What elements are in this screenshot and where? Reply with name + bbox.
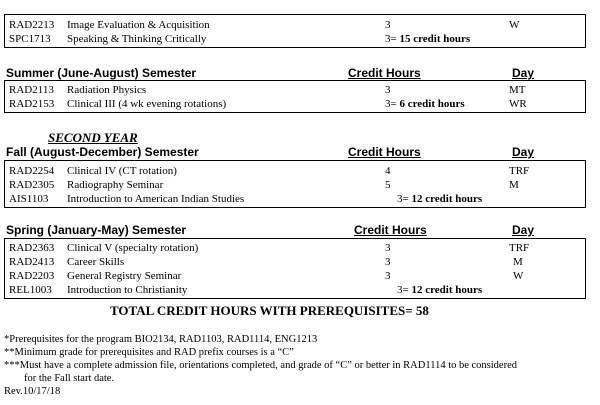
course-code: RAD2153 (9, 98, 55, 110)
course-title: Radiography Seminar (67, 179, 164, 191)
table-row (5, 164, 585, 178)
course-title: Career Skills (67, 256, 125, 268)
course-title: Introduction to Christianity (67, 284, 188, 296)
course-code: RAD2113 (9, 84, 54, 96)
table-row (5, 192, 585, 206)
table-row (5, 83, 585, 97)
course-title: General Registry Seminar (67, 270, 182, 282)
credit-hours: 5 (385, 179, 391, 191)
course-day: W (509, 19, 520, 31)
course-day: WR (509, 98, 527, 110)
day-header: Day (512, 145, 535, 159)
credit-hours: 3= 6 credit hours (385, 98, 465, 110)
credit-total: 6 credit hours (399, 98, 465, 110)
course-title: Radiation Physics (67, 84, 147, 96)
course-code: RAD2213 (9, 19, 55, 31)
summer-table (4, 80, 586, 113)
course-title: Clinical IV (CT rotation) (67, 165, 177, 177)
course-title: Clinical V (specialty rotation) (67, 242, 199, 254)
course-day: TRF (509, 165, 530, 177)
credit-hours: 3 (385, 256, 391, 268)
course-code: RAD2203 (9, 270, 55, 282)
credit-hours: 3 (385, 242, 391, 254)
credit-hours: 3 (385, 270, 391, 282)
semester-title: Summer (June-August) Semester (6, 66, 197, 80)
day-header: Day (512, 223, 535, 237)
course-code: SPC1713 (9, 33, 51, 45)
course-code: RAD2254 (9, 165, 55, 177)
footnote-minimum-grade: **Minimum grade for prerequisites and RAD prefix courses is a “C” (4, 347, 294, 358)
fall-table (4, 160, 586, 208)
table-row (5, 255, 585, 269)
course-code: RAD2305 (9, 179, 55, 191)
course-day: M (509, 179, 519, 191)
course-title: Clinical III (4 wk evening rotations) (67, 98, 227, 110)
table-row (5, 32, 585, 46)
course-code: RAD2413 (9, 256, 55, 268)
credit-hours-header: Credit Hours (348, 66, 421, 80)
day-header: Day (512, 66, 535, 80)
table-block-continued (4, 14, 586, 48)
credit-total: 12 credit hours (411, 193, 483, 205)
table-row (5, 269, 585, 283)
table-row (5, 283, 585, 297)
credit-hours: 3 (385, 19, 391, 31)
semester-title: Fall (August-December) Semester (6, 145, 199, 159)
table-row (5, 178, 585, 192)
credit-total: 12 credit hours (411, 284, 483, 296)
credit-hours-header: Credit Hours (348, 145, 421, 159)
credit-hours-header: Credit Hours (354, 223, 427, 237)
table-row (5, 97, 585, 111)
course-title: Image Evaluation & Acquisition (67, 19, 210, 31)
credit-hours: 3= 12 credit hours (397, 284, 483, 296)
course-code: AIS1103 (9, 193, 49, 205)
credit-hours: 3 (385, 84, 391, 96)
spring-semester-heading (6, 222, 586, 238)
spring-table (4, 238, 586, 299)
course-code: RAD2363 (9, 242, 55, 254)
course-day: M (513, 256, 523, 268)
second-year-label: SECOND YEAR (48, 130, 138, 145)
footnote-admission-cont: for the Fall start date. (24, 373, 115, 384)
course-day: W (513, 270, 524, 282)
footnote-prerequisites: *Prerequisites for the program BIO2134, RAD1103, RAD1114, ENG1213 (4, 334, 318, 345)
summer-semester-heading (6, 65, 586, 81)
credit-hours: 3= 15 credit hours (385, 33, 471, 45)
course-title: Speaking & Thinking Critically (67, 33, 207, 45)
semester-title: Spring (January-May) Semester (6, 223, 187, 237)
course-code: REL1003 (9, 284, 52, 296)
footnote-admission: ***Must have a complete admission file, orientations completed, and grade of “C” or better in RAD1114 to be considered (4, 360, 517, 371)
revision-date: Rev.10/17/18 (4, 386, 61, 397)
credit-hours: 4 (385, 165, 391, 177)
fall-semester-heading (6, 144, 586, 160)
credit-total: 15 credit hours (399, 33, 471, 45)
footnotes (4, 333, 517, 398)
total-credit-hours: TOTAL CREDIT HOURS WITH PREREQUISITES= 58 (110, 303, 429, 318)
table-row (5, 241, 585, 255)
course-title: Introduction to American Indian Studies (67, 193, 245, 205)
course-day: MT (509, 84, 526, 96)
credit-hours: 3= 12 credit hours (397, 193, 483, 205)
table-row (5, 18, 585, 32)
course-day: TRF (509, 242, 530, 254)
